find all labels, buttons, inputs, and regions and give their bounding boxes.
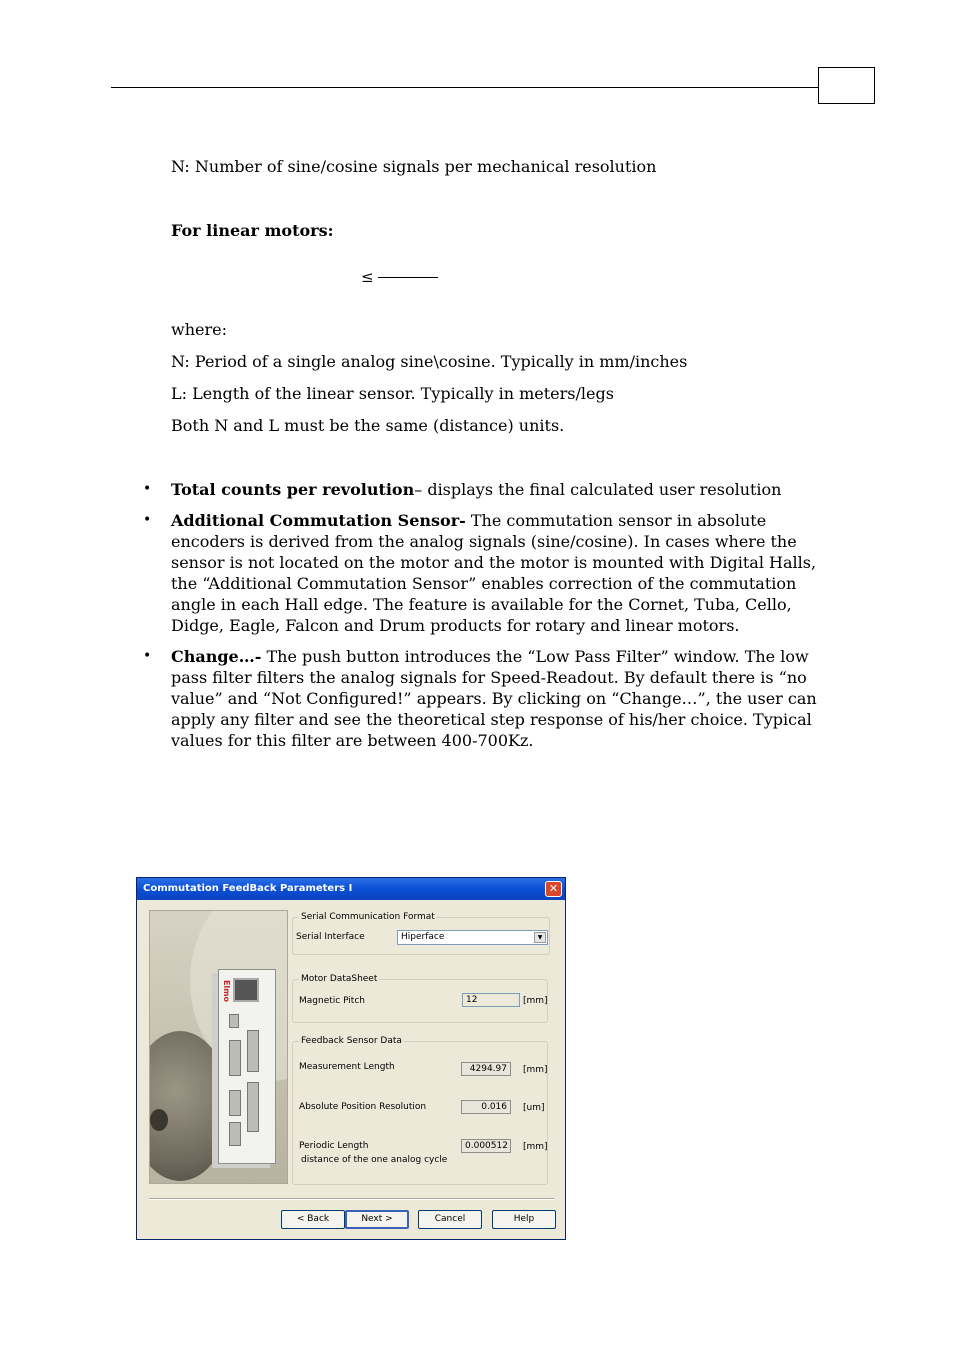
periodic-length-sublabel: distance of the one analog cycle (301, 1155, 448, 1165)
device-logo: Elmo (222, 980, 231, 1003)
page-number-box (818, 67, 875, 104)
serial-interface-value: Hiperface (401, 932, 445, 942)
device-connector (247, 1030, 259, 1072)
feedback-sensor-group (292, 1036, 548, 1185)
header-rule (111, 87, 819, 88)
position-resolution-unit: [um] (523, 1103, 545, 1113)
product-photo (149, 910, 288, 1184)
bullet-commutation-sensor (171, 510, 821, 636)
serial-group-title: Serial Communication Format (301, 912, 435, 922)
bullet-total-counts (171, 479, 821, 500)
magnetic-pitch-label: Magnetic Pitch (299, 996, 365, 1006)
bullet-marker: • (143, 481, 152, 497)
device-connector (229, 1090, 241, 1116)
magnetic-pitch-unit: [mm] (523, 996, 548, 1006)
bullet-term: Additional Commutation Sensor- (171, 511, 466, 530)
commutation-feedback-dialog (136, 877, 566, 1240)
magnetic-pitch-input[interactable]: 12 (462, 993, 520, 1007)
measurement-length-value: 4294.97 (461, 1062, 511, 1076)
serial-interface-label: Serial Interface (296, 932, 365, 942)
back-button[interactable]: < Back (281, 1210, 345, 1229)
text-where: where: (171, 320, 227, 339)
device-connector (247, 1082, 259, 1132)
button-separator (149, 1198, 554, 1200)
device-connector (229, 1040, 241, 1076)
bullet-term: Total counts per revolution (171, 480, 415, 499)
dialog-title: Commutation FeedBack Parameters I (137, 878, 565, 900)
cancel-button[interactable]: Cancel (418, 1210, 482, 1229)
bullet-text: The push button introduces the “Low Pass Filter” window. The low pass filter filters the analog signals for Speed-Readout. By default there is “no value” and “Not Configured!” appears. By clicking on “Change…”, the user can apply any filter and see the theoretical step response of his/her choice. Typical values for this filter are between 400-700Kz. (171, 647, 817, 750)
motor-group-title: Motor DataSheet (301, 974, 378, 984)
fraction-rule (378, 277, 438, 278)
chevron-down-icon[interactable]: ▼ (534, 932, 546, 943)
sensor-group-title: Feedback Sensor Data (301, 1036, 402, 1046)
motor-datasheet-group (292, 974, 548, 1023)
device-ethernet-port (233, 978, 259, 1002)
bullet-marker: • (143, 648, 152, 664)
measurement-length-unit: [mm] (523, 1065, 548, 1075)
bullet-term: Change…- (171, 647, 262, 666)
serial-interface-select[interactable] (397, 930, 548, 945)
linear-motors-heading: For linear motors: (171, 221, 334, 240)
position-resolution-value: 0.016 (461, 1100, 511, 1114)
next-button[interactable]: Next > (345, 1210, 409, 1229)
text-l-length: L: Length of the linear sensor. Typically in meters/legs (171, 384, 614, 403)
bullet-text: The commutation sensor in absolute encoders is derived from the analog signals (sine/cosine). In cases where the sensor is not located on the motor and the motor is mounted with Digital Halls, the “Additional Commutation Sensor” enables correction of the commutation angle in each Hall edge. The feature is available for the Cornet, Tuba, Cello, Didge, Eagle, Falcon and Drum products for rotary and linear motors. (171, 511, 817, 635)
position-resolution-label: Absolute Position Resolution (299, 1102, 427, 1112)
text-units: Both N and L must be the same (distance) units. (171, 416, 565, 435)
measurement-length-label: Measurement Length (299, 1062, 395, 1072)
help-button[interactable]: Help (492, 1210, 556, 1229)
bullet-text: – displays the final calculated user resolution (414, 480, 782, 499)
periodic-length-label: Periodic Length (299, 1141, 369, 1151)
periodic-length-value: 0.000512 (461, 1139, 511, 1153)
device-connector (229, 1122, 241, 1146)
device-connector (229, 1014, 239, 1028)
close-button[interactable]: ✕ (545, 881, 562, 897)
text-n-linear: N: Period of a single analog sine\cosine. Typically in mm/inches (171, 352, 688, 371)
bullet-marker: • (143, 512, 152, 528)
leq-symbol: ≤ (361, 268, 374, 286)
photo-stone-hole (150, 1109, 168, 1131)
bullet-change (171, 646, 821, 751)
periodic-length-unit: [mm] (523, 1142, 548, 1152)
text-n-rotary: N: Number of sine/cosine signals per mechanical resolution (171, 157, 657, 176)
serial-communication-group (292, 912, 550, 955)
drive-device (218, 969, 276, 1164)
